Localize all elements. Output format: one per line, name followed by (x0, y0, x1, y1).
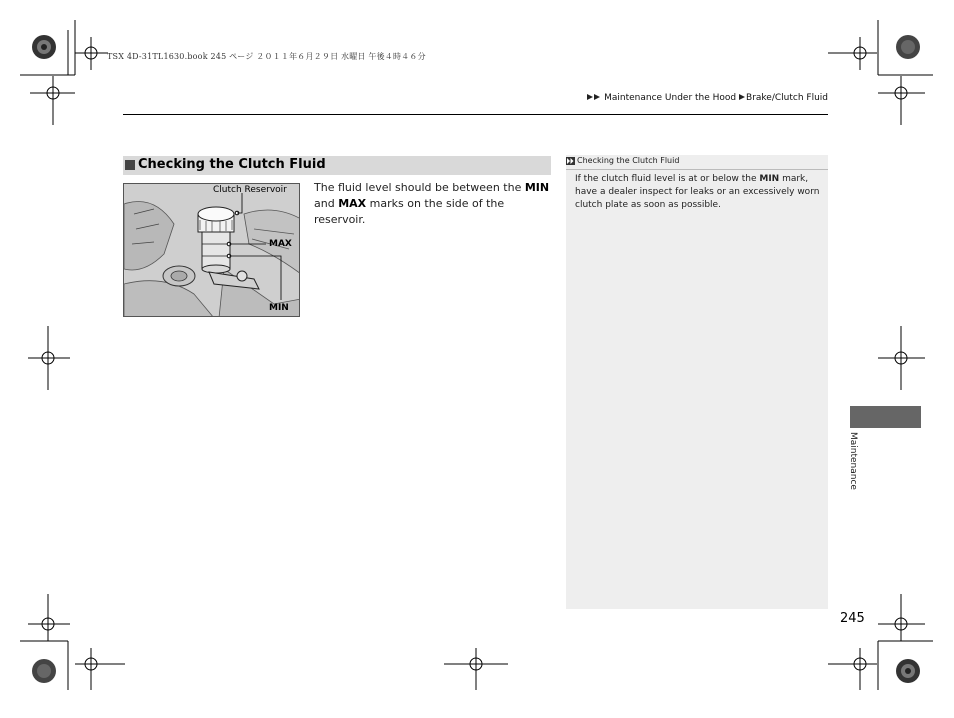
crosshair-icon (75, 37, 108, 70)
crosshair-icon (878, 76, 925, 125)
figure-label-min: MIN (269, 303, 289, 313)
body-text: marks on the side of the reservoir. (314, 197, 505, 226)
crosshair-icon (28, 326, 70, 390)
clutch-reservoir-illustration (124, 184, 300, 317)
section-header (123, 156, 551, 175)
clutch-reservoir-figure (123, 183, 300, 317)
triangle-right-icon (594, 94, 600, 100)
double-arrow-icon (566, 157, 575, 165)
chapter-tab (850, 406, 921, 428)
sidebar-title-row (566, 155, 828, 170)
registration-circle-icon (32, 35, 56, 59)
body-paragraph (314, 180, 554, 228)
triangle-right-icon (587, 94, 593, 100)
breadcrumb-item: Maintenance Under the Hood (604, 93, 737, 103)
file-header: TSX 4D-31TL1630.book 245 ページ ２０１１年６月２９日 水曜日 午後４時４６分 (107, 52, 426, 61)
crosshair-icon (28, 594, 70, 641)
breadcrumb (587, 93, 828, 103)
min-label: MIN (759, 174, 780, 184)
square-bullet-icon (125, 160, 135, 170)
crosshair-icon (75, 648, 125, 690)
registration-circle-icon (32, 659, 56, 683)
sidebar-title: Checking the Clutch Fluid (577, 156, 680, 165)
max-label: MAX (338, 197, 367, 210)
figure-label-reservoir: Clutch Reservoir (213, 185, 287, 195)
registration-circle-icon (896, 35, 920, 59)
body-text: and (314, 197, 339, 210)
crosshair-icon (444, 648, 508, 690)
sidebar-note (566, 155, 828, 609)
sidebar-text-part: mark, have a dealer inspect for leaks or an excessively worn clutch plate as soon as possible. (575, 174, 820, 210)
sidebar-text (575, 173, 821, 212)
page-number: 245 (840, 611, 865, 626)
sidebar-text-part: If the clutch fluid level is at or below the (575, 174, 760, 184)
body-text: The fluid level should be between the (314, 181, 525, 194)
min-label: MIN (524, 181, 550, 194)
breadcrumb-item: Brake/Clutch Fluid (746, 93, 828, 103)
crosshair-icon (828, 648, 877, 690)
header-rule (123, 114, 828, 115)
section-title: Checking the Clutch Fluid (138, 157, 326, 172)
crosshair-icon (878, 326, 925, 390)
crosshair-icon (30, 76, 75, 125)
figure-label-max: MAX (269, 239, 292, 249)
registration-circle-icon (896, 659, 920, 683)
chapter-tab-label (846, 432, 862, 502)
triangle-right-icon (739, 94, 745, 100)
crosshair-icon (828, 37, 877, 70)
crosshair-icon (878, 594, 925, 641)
chapter-label: Maintenance (848, 432, 858, 490)
